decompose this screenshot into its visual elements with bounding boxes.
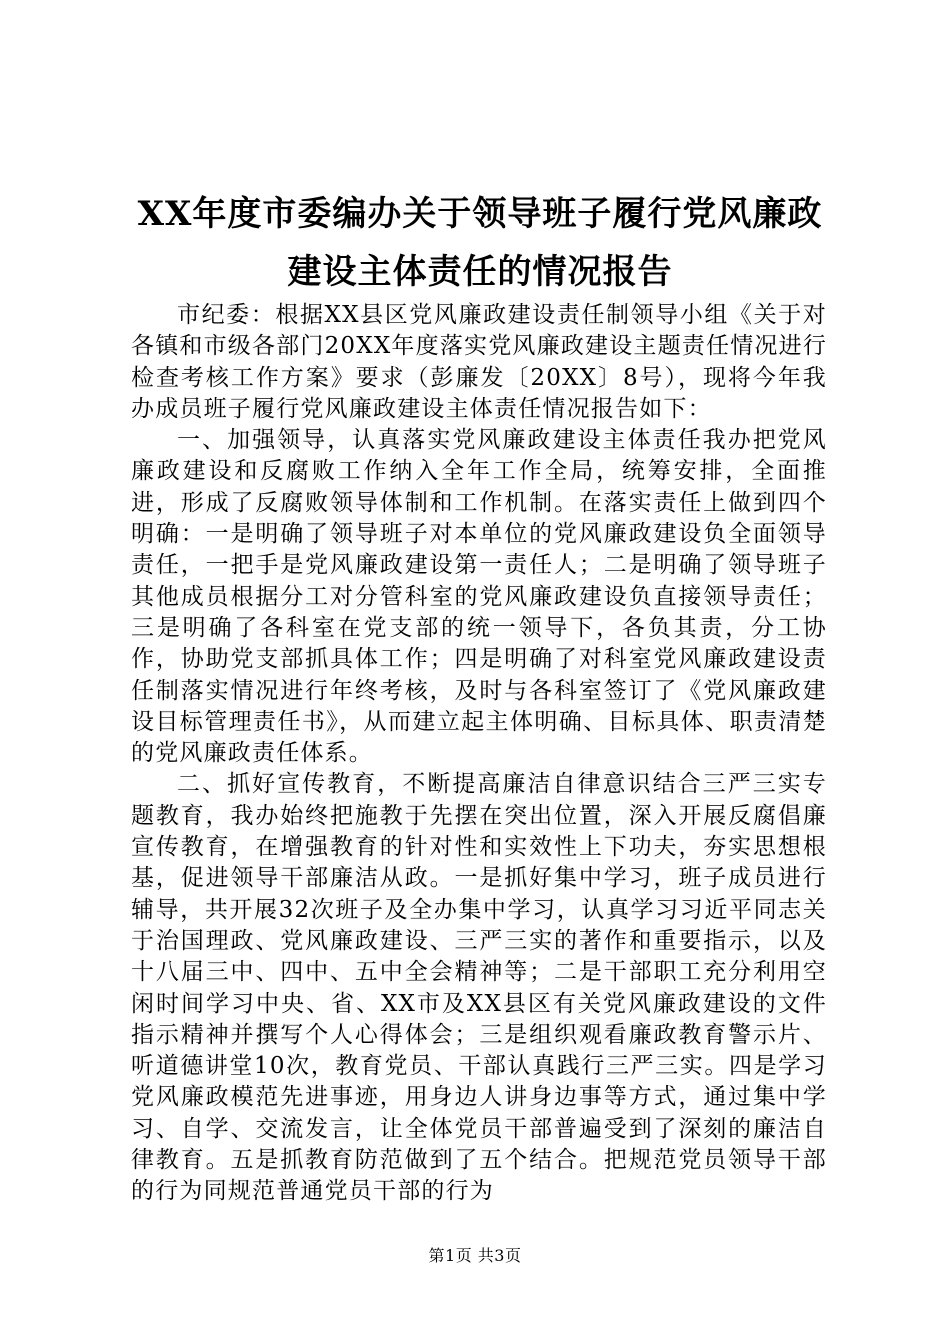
- paragraph-salutation: 市纪委：根据XX县区党风廉政建设责任制领导小组《关于对各镇和市级各部门20XX年度落实党风廉政建设主题责任情况进行检查考核工作方案》要求（彭廉发〔20XX〕8号），现将今年我办成员班子履行党风廉政建设主体责任情况报告如下：: [131, 302, 828, 422]
- paragraph-section-1: 一、加强领导，认真落实党风廉政建设主体责任我办把党风廉政建设和反腐败工作纳入全年工作全局，统筹安排，全面推进，形成了反腐败领导体制和工作机制。在落实责任上做到四个明确：一是明确了领导班子对本单位的党风廉政建设负全面领导责任，一把手是党风廉政建设第一责任人；二是明确了领导班子其他成员根据分工对分管科室的党风廉政建设负直接领导责任；三是明确了各科室在党支部的统一领导下，各负其责，分工协作，协助党支部抓具体工作；四是明确了对科室党风廉政建设责任制落实情况进行年终考核，及时与各科室签订了《党风廉政建设目标管理责任书》，从而建立起主体明确、目标具体、职责清楚的党风廉政责任体系。: [131, 427, 827, 767]
- title-line-2: 建设主体责任的情况报告: [287, 252, 673, 292]
- paragraph-section-2: 二、抓好宣传教育，不断提高廉洁自律意识结合三严三实专题教育，我办始终把施教于先摆在突出位置，深入开展反腐倡廉宣传教育，在增强教育的针对性和实效性上下功夫，夯实思想根基，促进领导干部廉洁从政。一是抓好集中学习，班子成员进行辅导，共开展32次班子及全办集中学习，认真学习习近平同志关于治国理政、党风廉政建设、三严三实的著作和重要指示，以及十八届三中、四中、五中全会精神等；二是干部职工充分利用空闲时间学习中央、省、XX市及XX县区有关党风廉政建设的文件指示精神并撰写个人心得体会；三是组织观看廉政教育警示片、听道德讲堂10次，教育党员、干部认真践行三严三实。四是学习党风廉政模范先进事迹，用身边人讲身边事等方式，通过集中学习、自学、交流发言，让全体党员干部普遍受到了深刻的廉洁自律教育。五是抓教育防范做到了五个结合。把规范党员领导干部的行为同规范普通党员干部的行为: [131, 771, 827, 1205]
- title-line-1: XX年度市委编办关于领导班子履行党风廉政: [137, 194, 823, 234]
- page-number-footer: 第1页 共3页: [428, 1246, 522, 1265]
- document-title: [100, 185, 860, 301]
- document-body: [131, 300, 827, 1208]
